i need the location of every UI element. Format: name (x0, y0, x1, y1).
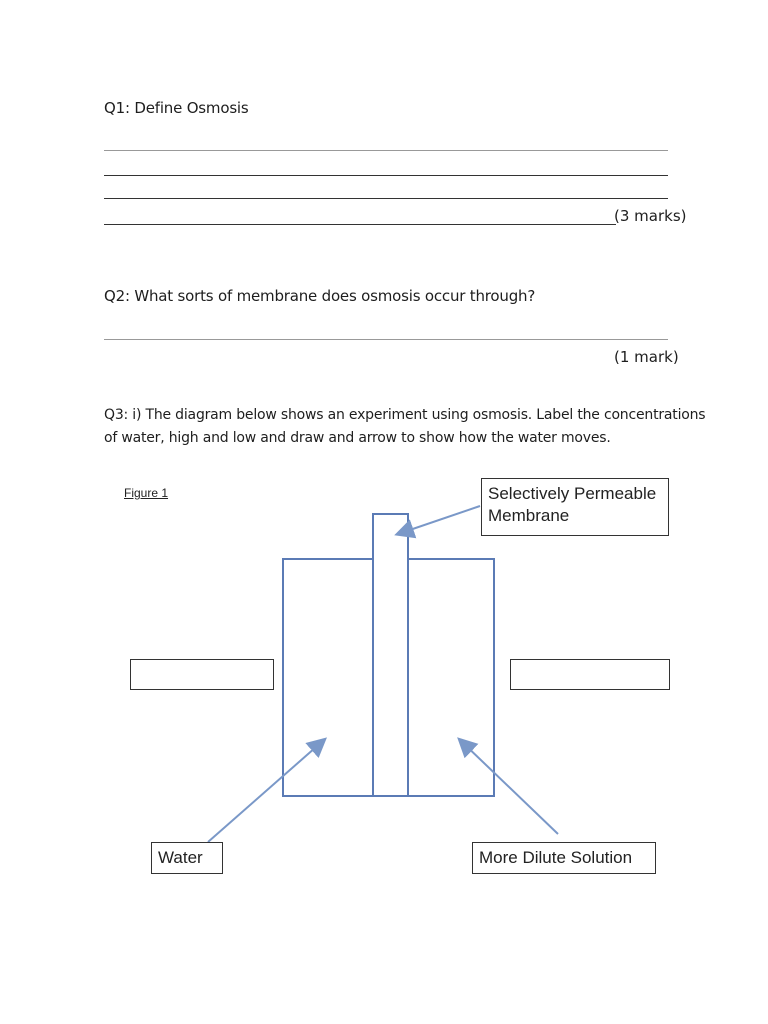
q2-marks: (1 mark) (614, 348, 679, 366)
arrow-membrane (398, 506, 480, 534)
figure-caption: Figure 1 (124, 486, 169, 500)
q1-marks: (3 marks) (614, 207, 687, 225)
blank-label-left[interactable] (130, 659, 274, 690)
answer-line[interactable] (104, 198, 668, 199)
arrow-dilute (460, 740, 558, 834)
membrane-strip (373, 514, 408, 796)
answer-line[interactable] (104, 339, 668, 340)
q3-prompt-line2: of water, high and low and draw and arrow to show how the water moves. (104, 430, 611, 446)
q3-prompt-line1: Q3: i) The diagram below shows an experiment using osmosis. Label the concentrations (104, 407, 706, 423)
osmosis-diagram (100, 468, 680, 918)
answer-line[interactable] (104, 224, 616, 225)
answer-line[interactable] (104, 150, 668, 151)
label-dilute: More Dilute Solution (472, 842, 656, 874)
label-water: Water (151, 842, 223, 874)
q2-prompt: Q2: What sorts of membrane does osmosis occur through? (104, 287, 536, 305)
q1-prompt: Q1: Define Osmosis (104, 99, 249, 117)
blank-label-right[interactable] (510, 659, 670, 690)
arrow-water (208, 740, 324, 842)
answer-line[interactable] (104, 175, 668, 176)
label-membrane-line1: Selectively Permeable (488, 484, 657, 503)
label-membrane (481, 478, 669, 536)
label-membrane-line2: Membrane (488, 506, 570, 525)
